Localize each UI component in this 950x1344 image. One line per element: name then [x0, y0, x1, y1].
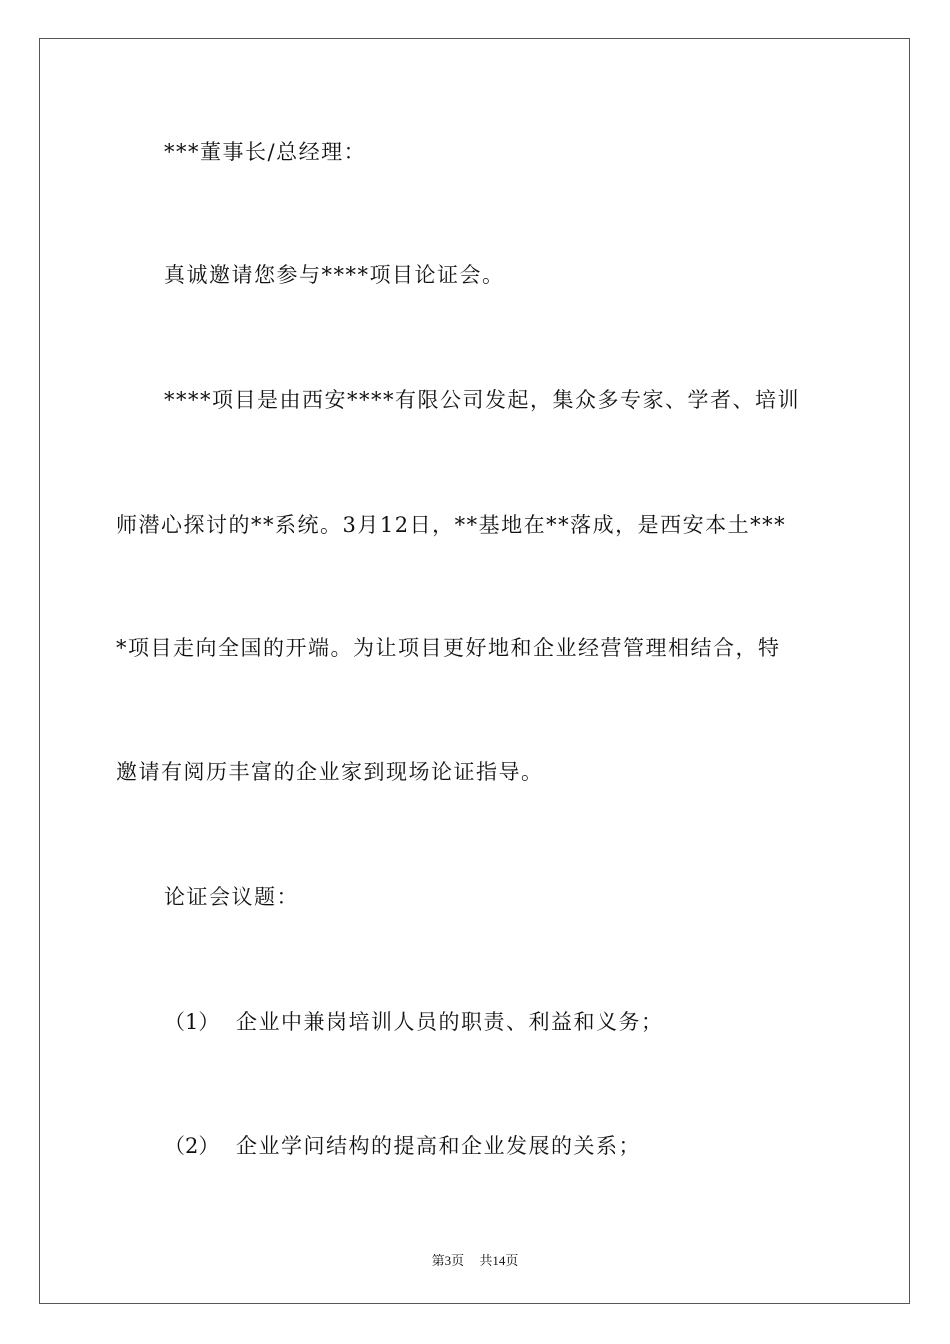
salutation: ***董事长/总经理： [164, 140, 367, 164]
page-number: 第3页 [431, 1253, 465, 1268]
paragraph-line: 邀请有阅历丰富的企业家到现场论证指导。 [116, 760, 544, 784]
agenda-item-number: （1） [164, 1010, 220, 1034]
agenda-heading: 论证会议题： [164, 885, 299, 909]
invitation-line: 真诚邀请您参与****项目论证会。 [164, 263, 505, 287]
agenda-item-number: （2） [164, 1134, 220, 1158]
agenda-item-text: 企业学问结构的提高和企业发展的关系； [236, 1134, 641, 1158]
page-total: 共14页 [479, 1253, 519, 1268]
page-footer [0, 1250, 950, 1269]
paragraph-line: 师潜心探讨的**系统。3月12日，**基地在**落成，是西安本土*** [116, 513, 787, 537]
agenda-item-text: 企业中兼岗培训人员的职责、利益和义务； [236, 1010, 664, 1034]
paragraph-line: *项目走向全国的开端。为让项目更好地和企业经营管理相结合，特 [116, 636, 781, 660]
paragraph-line: ****项目是由西安****有限公司发起，集众多专家、学者、培训 [164, 388, 800, 412]
page-border [39, 38, 910, 1304]
